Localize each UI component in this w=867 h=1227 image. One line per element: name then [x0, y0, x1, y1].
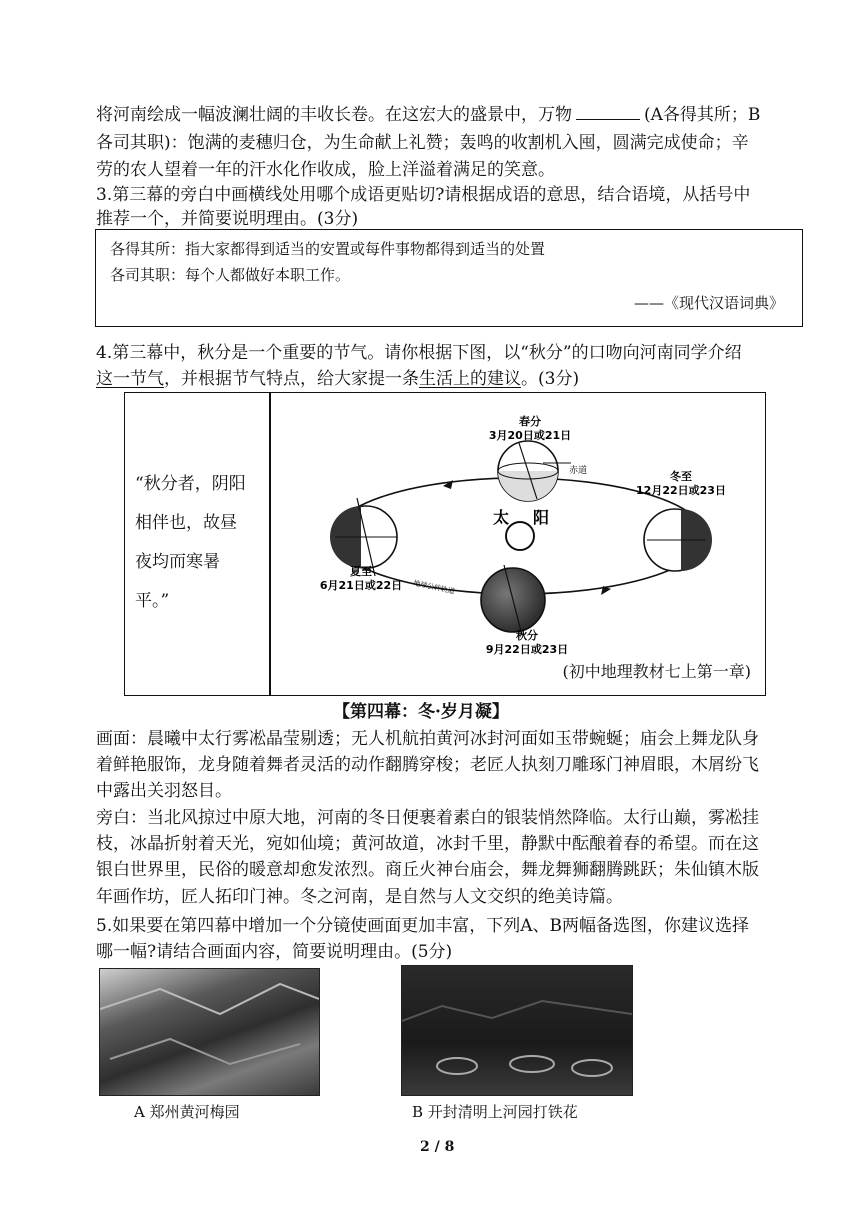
q3-line-1: 3.第三幕的旁白中画横线处用哪个成语更贴切?请根据成语的意思，结合语境，从括号中 — [96, 185, 751, 205]
equator-label: 赤道 — [569, 466, 588, 476]
figure-caption: (初中地理教材七上第一章) — [562, 662, 751, 681]
definition-1: 各得其所：指大家都得到适当的安置或每件事物都得到适当的处置 — [110, 240, 546, 258]
sun-label-2: 阳 — [532, 508, 550, 527]
act4-scene-1: 画面：晨曦中太行雾凇晶莹剔透；无人机航拍黄河冰封河面如玉带蜿蜒；庙会上舞龙队身 — [96, 729, 759, 749]
quote-line-4: 平。” — [135, 591, 170, 611]
photo-b-iron-flowers — [401, 965, 633, 1096]
definition-box — [95, 229, 803, 327]
autumn-date: 9月22日或23日 — [485, 643, 569, 656]
underlined-term-2: 生活上的建议 — [419, 369, 521, 389]
fill-blank — [576, 105, 640, 120]
q4-mid: ，并根据节气特点，给大家提一条 — [164, 369, 419, 389]
winter-name: 冬至 — [670, 470, 692, 483]
sun-label-1: 太 — [492, 508, 510, 527]
sun-icon — [506, 522, 534, 550]
q4-line-2 — [96, 367, 579, 391]
orbit-arrow-icon — [443, 480, 453, 489]
act4-narration-3: 银白世界里，民俗的暖意却愈发浓烈。商丘火神台庙会，舞龙舞狮翻腾跳跃；朱仙镇木版 — [96, 860, 759, 880]
quote-line-1: “秋分者，阴阳 — [135, 474, 246, 494]
page-number: 2 / 8 — [420, 1139, 455, 1155]
spring-name: 春分 — [519, 415, 541, 428]
solar-terms-figure — [124, 392, 766, 696]
q4-end: 。(3分) — [521, 369, 580, 389]
intro-text: 将河南绘成一幅波澜壮阔的丰收长卷。在这宏大的盛景中，万物 — [96, 105, 572, 125]
caption-a: A 郑州黄河梅园 — [134, 1103, 240, 1121]
caption-b: B 开封清明上河园打铁花 — [412, 1103, 578, 1121]
intro-line-2: 各司其职)：饱满的麦穗归仓，为生命献上礼赞；轰鸣的收割机入囤，圆满完成使命；辛 — [96, 133, 749, 153]
orbit-diagram — [271, 393, 765, 693]
quote-line-2: 相伴也，故昼 — [135, 513, 237, 533]
underlined-term-1: 这一节气 — [96, 369, 164, 389]
earth-autumn-icon — [481, 565, 545, 635]
q5-line-1: 5.如果要在第四幕中增加一个分镜使画面更加丰富，下列A、B两幅备选图，你建议选择 — [96, 916, 749, 936]
act4-narration-1: 旁白：当北风掠过中原大地，河南的冬日便裹着素白的银装悄然降临。太行山巅，雾凇挂 — [96, 808, 759, 828]
summer-date: 6月21日或22日 — [319, 579, 403, 592]
photo-a-plum-garden — [99, 968, 320, 1096]
act4-narration-2: 枝，冰晶折射着天光，宛如仙境；黄河故道，冰封千里，静默中酝酿着春的希望。而在这 — [96, 834, 759, 854]
act4-scene-2: 着鲜艳服饰，龙身随着舞者灵活的动作翻腾穿梭；老匠人执刻刀雕琢门神眉眼，木屑纷飞 — [96, 755, 759, 775]
autumn-name: 秋分 — [516, 629, 538, 642]
intro-options: (A各得其所；B — [644, 105, 761, 125]
winter-date: 12月22日或23日 — [636, 484, 726, 497]
earth-winter-icon — [644, 509, 712, 571]
definition-2: 各司其职：每个人都做好本职工作。 — [110, 266, 351, 284]
definition-source: ——《现代汉语词典》 — [633, 294, 784, 312]
q4-line-1: 4.第三幕中，秋分是一个重要的节气。请你根据下图，以“秋分”的口吻向河南同学介绍 — [96, 343, 742, 363]
intro-line-1 — [96, 103, 760, 127]
act4-scene-3: 中露出关羽怒目。 — [96, 781, 232, 801]
spring-date: 3月20日或21日 — [488, 429, 572, 442]
quote-line-3: 夜均而寒暑 — [135, 552, 220, 572]
act4-title: 【第四幕：冬·岁月凝】 — [333, 702, 509, 722]
q5-line-2: 哪一幅?请结合画面内容，简要说明理由。(5分) — [96, 942, 453, 962]
earth-spring-icon — [498, 441, 571, 501]
q3-line-2: 推荐一个，并简要说明理由。(3分) — [96, 209, 359, 229]
act4-narration-4: 年画作坊，匠人拓印门神。冬之河南，是自然与人文交织的绝美诗篇。 — [96, 887, 623, 907]
summer-name: 夏至 — [350, 565, 372, 578]
intro-line-3: 劳的农人望着一年的汗水化作收成，脸上洋溢着满足的笑意。 — [96, 160, 555, 180]
orbit-label: 地球公转轨道 — [412, 579, 456, 596]
